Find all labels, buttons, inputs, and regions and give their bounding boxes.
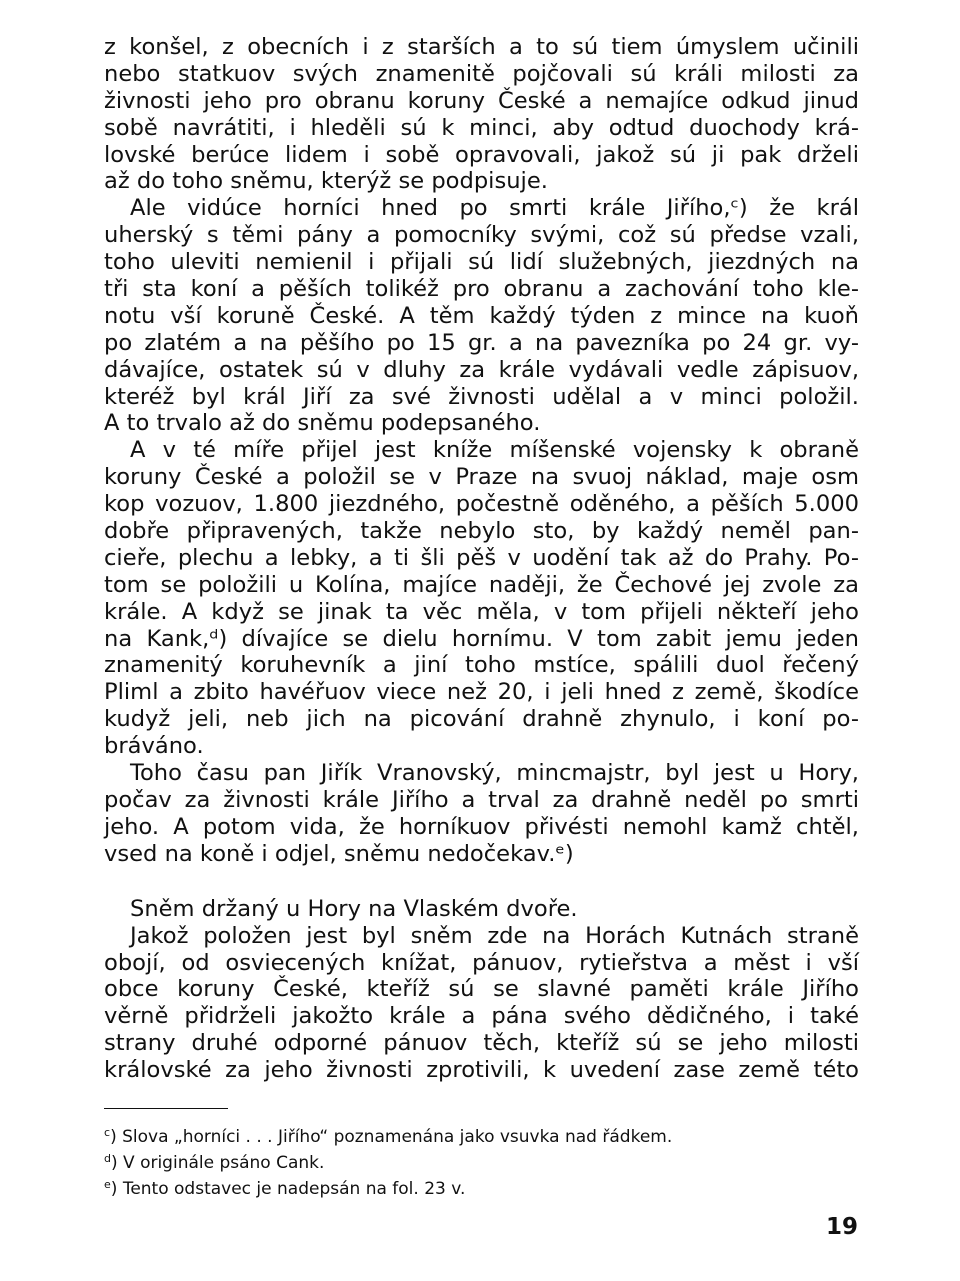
text-line: na Kank,ᵈ) dívajíce se dielu hornímu. V tom zabit jemu jeden bbox=[104, 625, 859, 652]
text-line: obojí, od osviecených knížat, pánuov, rytieřstva a měst i vší bbox=[104, 949, 859, 976]
text-line: notu vší koruně České. A těm každý týden z mince na kuoň bbox=[104, 302, 859, 329]
footnote-text: V originále psáno Cank. bbox=[123, 1153, 325, 1173]
text-line: věrně přidrželi jakožto krále a pána svého dědičného, i také bbox=[104, 1003, 859, 1030]
footnote-paren: ) bbox=[110, 1153, 124, 1173]
text-line: až do toho sněmu, kterýž se podpisuje. bbox=[104, 168, 548, 195]
text-line: obce koruny České, kteříž sú se slavné paměti krále Jiřího bbox=[104, 976, 859, 1003]
footnote-text: Slova „horníci . . . Jiřího“ poznamenána jako vsuvka nad řádkem. bbox=[122, 1127, 673, 1147]
text-line: A to trvalo až do sněmu podepsaného. bbox=[104, 410, 541, 437]
text-line: kudyž jeli, neb jich na picování drahně zhynulo, i koní po- bbox=[104, 706, 859, 733]
text-line: z konšel, z obecních i z starších a to sú tiem úmyslem učinili bbox=[104, 34, 859, 60]
footnote-mark: d bbox=[104, 1152, 111, 1165]
footnote-mark: e bbox=[104, 1178, 111, 1191]
text-line: nebo statkuov svých znamenitě pojčovali sú králi milosti za bbox=[104, 60, 859, 87]
text-line: tom se položili u Kolína, majíce naději, že Čechové jej zvole za bbox=[104, 571, 859, 598]
main-text bbox=[104, 34, 859, 1084]
paragraph bbox=[104, 195, 859, 437]
text-line: živnosti jeho pro obranu koruny České a nemajíce odkud jinud bbox=[104, 87, 859, 114]
footnote-paren: ) bbox=[110, 1127, 123, 1147]
paragraph bbox=[104, 923, 859, 1084]
text-line: lovské berúce lidem i sobě opravovali, jakož sú ji pak drželi bbox=[104, 141, 859, 168]
text-line: A v té míře přijel jest kníže míšenské vojensky k obraně bbox=[130, 437, 859, 464]
paragraph bbox=[104, 437, 859, 760]
text-line: tři sta koní a pěších tolikéž pro obranu a zachování toho kle- bbox=[104, 276, 859, 303]
text-line: koruny České a položil se v Praze na svuoj náklad, maje osm bbox=[104, 464, 859, 491]
text-line: počav za živnosti krále Jiřího a trval za drahně neděl po smrti bbox=[104, 786, 859, 813]
text-line: kteréž byl král Jiří za své živnosti udělal a v minci položil. bbox=[104, 383, 859, 410]
footnote bbox=[104, 1148, 859, 1174]
text-line: krále. A když se jinak ta věc měla, v tom přijeli někteří jeho bbox=[104, 598, 859, 625]
footnote-text: Tento odstavec je nadepsán na fol. 23 v. bbox=[122, 1179, 466, 1199]
text-line: uherský s těmi pány a pomocníky svými, což sú předse vzali, bbox=[104, 222, 859, 249]
text-line: vsed na koně i odjel, sněmu nedočekav.ᵉ) bbox=[104, 840, 574, 867]
text-line: toho uleviti nemienil i přijali sú lidí služebných, jiezdných na bbox=[104, 249, 859, 276]
footnote-mark: c bbox=[104, 1126, 111, 1139]
text-line: sobě navrátiti, i hleděli sú k minci, aby odtud duochody krá- bbox=[104, 114, 859, 141]
text-line: znamenitý koruhevník a jiní toho mstíce, spálili duol řečený bbox=[104, 652, 859, 679]
footnote bbox=[104, 1122, 859, 1148]
text-line: Pliml a zbito havéřuov viece než 20, i jeli hned z země, škodíce bbox=[104, 679, 859, 706]
text-line: po zlatém a na pěšího po 15 gr. a na pavezníka po 24 gr. vy- bbox=[104, 329, 859, 356]
text-line: kop vozuov, 1.800 jiezdného, počestně oděného, a pěších 5.000 bbox=[104, 491, 859, 518]
paragraph bbox=[104, 34, 859, 195]
text-line: dobře připravených, takže nebylo sto, by každý neměl pan- bbox=[104, 518, 859, 545]
footnote bbox=[104, 1174, 859, 1200]
text-line: Toho času pan Jiřík Vranovský, mincmajstr, byl jest u Hory, bbox=[130, 760, 859, 787]
text-line: Ale vidúce horníci hned po smrti krále Jiřího,ᶜ) že král bbox=[130, 195, 859, 222]
footnotes bbox=[104, 1122, 859, 1200]
section-heading: Sněm držaný u Hory na Vlaském dvoře. bbox=[130, 895, 578, 922]
text-line: dávajíce, ostatek sú v dluhy za krále vydávali vedle zápisuov, bbox=[104, 356, 859, 383]
text-line: bráváno. bbox=[104, 733, 204, 760]
paragraph bbox=[104, 760, 859, 868]
footnote-paren: ) bbox=[110, 1179, 123, 1199]
text-line: cieře, plechu a lebky, a ti šli pěš v uodění tak až do Prahy. Po- bbox=[104, 544, 859, 571]
text-line: královské za jeho živnosti zprotivili, k uvedení zase země této bbox=[104, 1057, 859, 1084]
footnote-separator bbox=[104, 1108, 228, 1109]
text-line: Jakož položen jest byl sněm zde na Horách Kutnách straně bbox=[130, 922, 859, 949]
text-line: strany druhé odporné pánuov těch, kteříž sú se jeho milosti bbox=[104, 1030, 859, 1057]
text-line: jeho. A potom vida, že horníkuov přivésti nemohl kamž chtěl, bbox=[104, 813, 859, 840]
page-number: 19 bbox=[825, 1214, 858, 1240]
